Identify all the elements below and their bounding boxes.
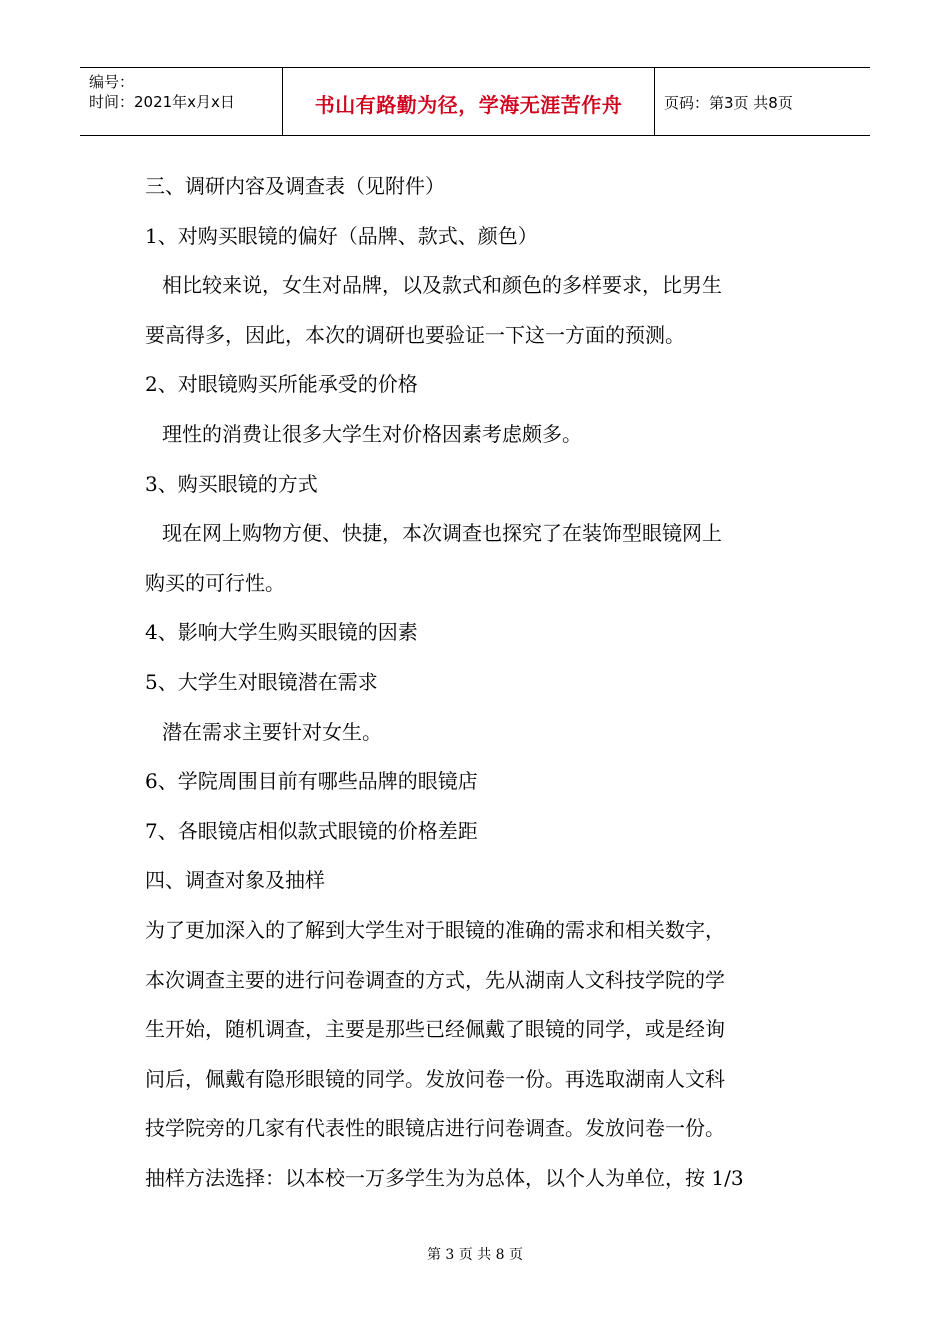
motto-text: 书山有路勤为径，学海无涯苦作舟 [314,93,623,117]
item-heading: 2、对眼镜购买所能承受的价格 [145,372,418,397]
time-label: 时间：2021年x月x日 [89,93,235,111]
header-meta-cell [80,68,283,135]
item-heading: 1、对购买眼镜的偏好（品牌、款式、颜色） [145,223,538,248]
paragraph-line: 为了更加深入的了解到大学生对于眼镜的准确的需求和相关数字， [145,917,725,942]
paragraph-line: 问后，佩戴有隐形眼镜的同学。发放问卷一份。再选取湖南人文科 [145,1066,725,1091]
paragraph-line: 现在网上购物方便、快捷，本次调查也探究了在装饰型眼镜网上 [162,521,722,546]
item-heading: 4、影响大学生购买眼镜的因素 [145,620,418,645]
number-label: 编号： [89,73,135,91]
item-heading: 7、各眼镜店相似款式眼镜的价格差距 [145,818,478,843]
paragraph-line: 相比较来说，女生对品牌，以及款式和颜色的多样要求，比男生 [162,273,722,298]
section-heading: 三、调研内容及调查表（见附件） [145,174,445,198]
document-header [80,67,870,136]
paragraph-line: 要高得多，因此，本次的调研也要验证一下这一方面的预测。 [145,322,685,347]
paragraph-line: 购买的可行性。 [145,570,285,595]
section-heading: 四、调查对象及抽样 [145,868,325,893]
header-motto-cell [283,68,655,135]
paragraph-line: 本次调查主要的进行问卷调查的方式，先从湖南人文科技学院的学 [145,967,725,992]
paragraph-line: 技学院旁的几家有代表性的眼镜店进行问卷调查。发放问卷一份。 [145,1116,725,1141]
header-page-cell [655,68,870,135]
paragraph-line: 潜在需求主要针对女生。 [162,719,382,744]
item-heading: 5、大学生对眼镜潜在需求 [145,669,378,694]
page-footer: 第 3 页 共 8 页 [426,1247,524,1263]
paragraph-line: 理性的消费让很多大学生对价格因素考虑颇多。 [162,421,582,446]
item-heading: 3、购买眼镜的方式 [145,471,318,496]
page-info: 页码：第3页 共8页 [664,93,793,112]
document-body [145,162,810,1203]
paragraph-line: 抽样方法选择：以本校一万多学生为为总体，以个人为单位，按 1/3 [145,1165,744,1190]
item-heading: 6、学院周围目前有哪些品牌的眼镜店 [145,769,478,794]
paragraph-line: 生开始，随机调查，主要是那些已经佩戴了眼镜的同学，或是经询 [145,1017,725,1042]
